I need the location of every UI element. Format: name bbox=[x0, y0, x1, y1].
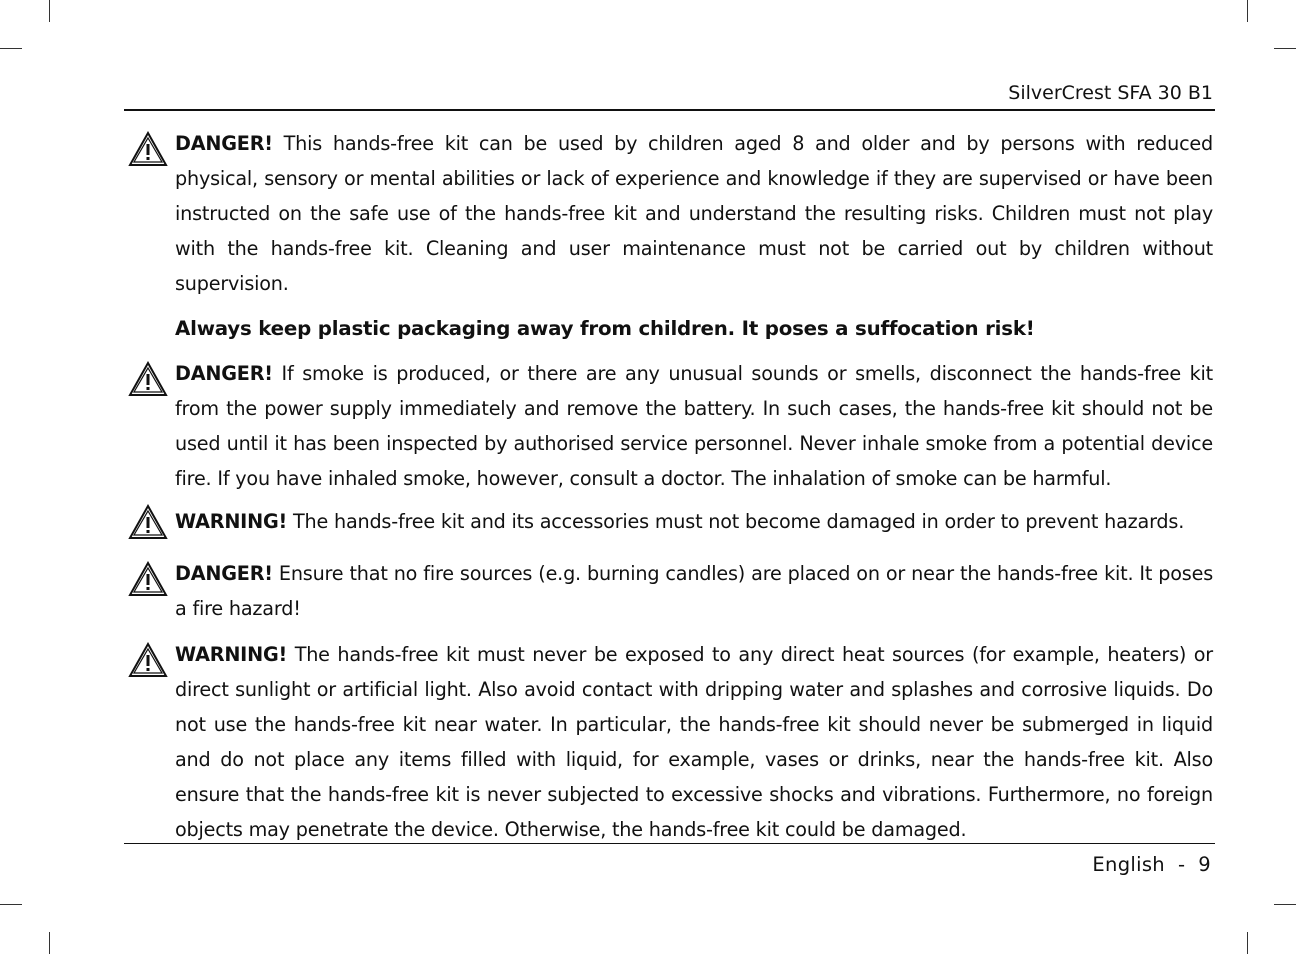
notice-text: Always keep plastic packaging away from children. It poses a suffocation risk! bbox=[175, 317, 1035, 340]
crop-mark bbox=[0, 904, 22, 905]
footer-separator: - bbox=[1177, 853, 1186, 876]
notice-body: Ensure that no fire sources (e.g. burning candles) are placed on or near the hands-free kit. It poses a fire hazard! bbox=[175, 562, 1213, 620]
safety-instructions bbox=[126, 126, 1213, 847]
notice-body: This hands-free kit can be used by children aged 8 and older and by persons with reduced physical, sensory or mental abilities or lack of experience and knowledge if they are supervised or have been instructed on the safe use of the hands-free kit and understand the resulting risks. Children must not play with the hands-free kit. Cleaning and user maintenance must not be carried out by children without supervision. bbox=[175, 132, 1213, 295]
header-rule bbox=[124, 109, 1215, 111]
warning-triangle-icon bbox=[128, 131, 168, 167]
notice-body: The hands-free kit and its accessories must not become damaged in order to prevent hazards. bbox=[287, 510, 1185, 533]
page-footer bbox=[124, 851, 1211, 879]
crop-mark bbox=[0, 48, 22, 49]
safety-notice-warning-heat bbox=[126, 637, 1213, 847]
product-name: SilverCrest SFA 30 B1 bbox=[1008, 82, 1213, 104]
notice-text bbox=[175, 637, 1213, 847]
page-number: 9 bbox=[1198, 853, 1211, 876]
notice-label: DANGER! bbox=[175, 132, 273, 155]
safety-notice-danger-children bbox=[126, 126, 1213, 301]
notice-label: DANGER! bbox=[175, 562, 273, 585]
crop-mark bbox=[49, 932, 50, 954]
page-header bbox=[124, 80, 1213, 106]
warning-triangle-icon bbox=[128, 361, 168, 397]
notice-text bbox=[175, 356, 1213, 496]
notice-label: WARNING! bbox=[175, 643, 288, 666]
warning-triangle-icon bbox=[128, 504, 168, 540]
footer-language: English bbox=[1092, 853, 1165, 876]
notice-body: The hands-free kit must never be exposed to any direct heat sources (for example, heaters) or direct sunlight or artificial light. Also avoid contact with dripping water and splashes and corrosive liquids. Do not use the hands-free kit near water. In particular, the hands-free kit should never be submerged in liquid and do not place any items filled with liquid, for example, vases or drinks, near the hands-free kit. Also ensure that the hands-free kit is never subjected to excessive shocks and vibrations. Furthermore, no foreign objects may penetrate the device. Otherwise, the hands-free kit could be damaged. bbox=[175, 643, 1213, 841]
notice-label: WARNING! bbox=[175, 510, 288, 533]
warning-triangle-icon bbox=[128, 642, 168, 678]
safety-notice-warning-damage bbox=[126, 504, 1213, 539]
notice-text bbox=[175, 556, 1213, 626]
crop-mark bbox=[1274, 48, 1296, 49]
notice-text bbox=[175, 504, 1213, 539]
notice-text bbox=[175, 126, 1213, 301]
footer-rule bbox=[124, 843, 1215, 844]
crop-mark bbox=[1274, 904, 1296, 905]
crop-mark bbox=[1247, 0, 1248, 22]
crop-mark bbox=[1247, 932, 1248, 954]
safety-notice-danger-smoke bbox=[126, 356, 1213, 496]
crop-mark bbox=[49, 0, 50, 22]
safety-notice-danger-fire bbox=[126, 556, 1213, 626]
warning-triangle-icon bbox=[128, 561, 168, 597]
safety-notice-packaging bbox=[126, 311, 1213, 346]
notice-label: DANGER! bbox=[175, 362, 273, 385]
notice-body: If smoke is produced, or there are any unusual sounds or smells, disconnect the hands-free kit from the power supply immediately and remove the battery. In such cases, the hands-free kit should not be used until it has been inspected by authorised service personnel. Never inhale smoke from a potential device fire. If you have inhaled smoke, however, consult a doctor. The inhalation of smoke can be harmful. bbox=[175, 362, 1213, 490]
